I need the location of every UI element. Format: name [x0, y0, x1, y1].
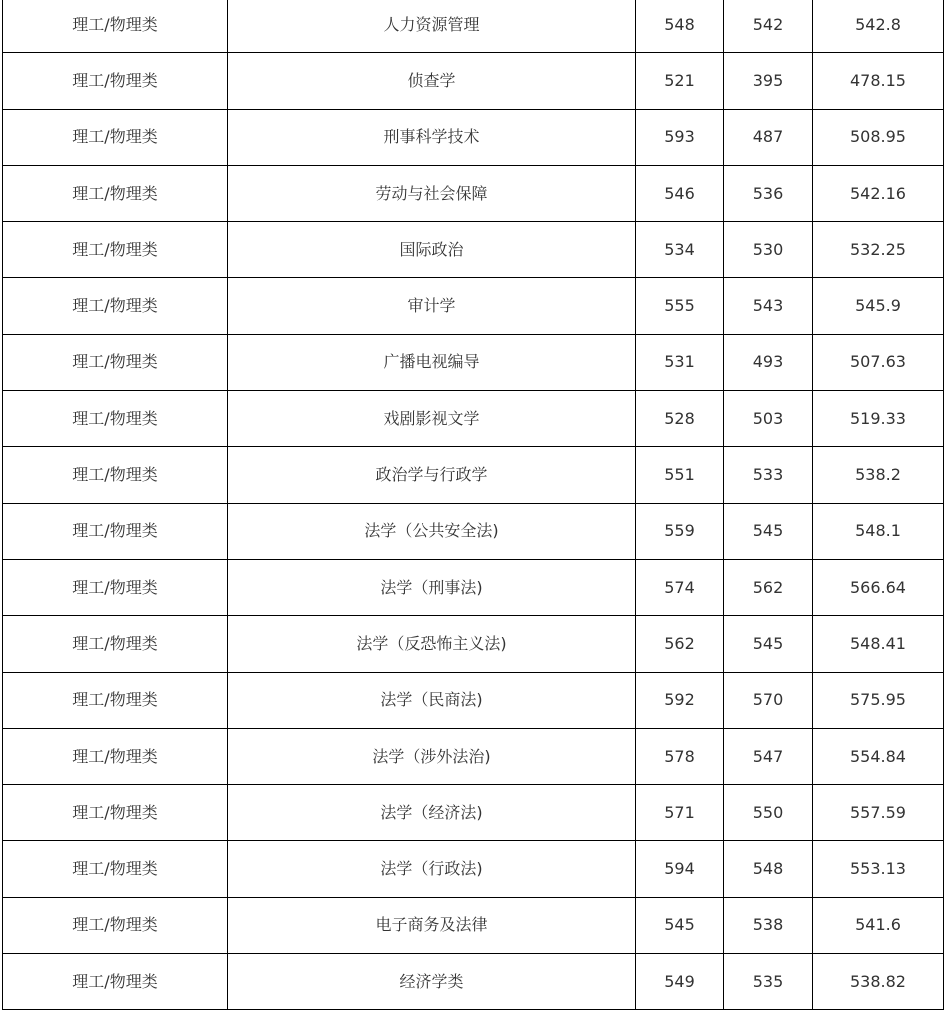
max-score-cell: 549: [636, 954, 724, 1010]
major-cell: 法学（民商法): [228, 672, 636, 728]
category-cell: 理工/物理类: [3, 672, 228, 728]
category-cell: 理工/物理类: [3, 728, 228, 784]
avg-score-cell: 545.9: [813, 278, 944, 334]
max-score-cell: 528: [636, 391, 724, 447]
avg-score-cell: 538.2: [813, 447, 944, 503]
table-row: [3, 222, 944, 278]
min-score-cell: 562: [724, 559, 813, 615]
max-score-cell: 574: [636, 559, 724, 615]
score-table-container: [2, 0, 943, 1010]
major-cell: 侦查学: [228, 53, 636, 109]
min-score-cell: 535: [724, 954, 813, 1010]
avg-score-cell: 548.1: [813, 503, 944, 559]
category-cell: 理工/物理类: [3, 334, 228, 390]
min-score-cell: 545: [724, 616, 813, 672]
major-cell: 法学（涉外法治): [228, 728, 636, 784]
min-score-cell: 487: [724, 109, 813, 165]
avg-score-cell: 541.6: [813, 897, 944, 953]
score-table: [2, 0, 944, 1010]
category-cell: 理工/物理类: [3, 165, 228, 221]
max-score-cell: 521: [636, 53, 724, 109]
table-row: [3, 391, 944, 447]
avg-score-cell: 508.95: [813, 109, 944, 165]
major-cell: 刑事科学技术: [228, 109, 636, 165]
category-cell: 理工/物理类: [3, 0, 228, 53]
min-score-cell: 547: [724, 728, 813, 784]
max-score-cell: 594: [636, 841, 724, 897]
avg-score-cell: 554.84: [813, 728, 944, 784]
max-score-cell: 545: [636, 897, 724, 953]
category-cell: 理工/物理类: [3, 109, 228, 165]
max-score-cell: 546: [636, 165, 724, 221]
table-row: [3, 559, 944, 615]
min-score-cell: 530: [724, 222, 813, 278]
avg-score-cell: 532.25: [813, 222, 944, 278]
table-row: [3, 616, 944, 672]
table-row: [3, 728, 944, 784]
avg-score-cell: 542.16: [813, 165, 944, 221]
major-cell: 法学（刑事法): [228, 559, 636, 615]
major-cell: 戏剧影视文学: [228, 391, 636, 447]
min-score-cell: 548: [724, 841, 813, 897]
category-cell: 理工/物理类: [3, 278, 228, 334]
avg-score-cell: 557.59: [813, 785, 944, 841]
max-score-cell: 531: [636, 334, 724, 390]
major-cell: 电子商务及法律: [228, 897, 636, 953]
table-row: [3, 0, 944, 53]
table-row: [3, 165, 944, 221]
category-cell: 理工/物理类: [3, 559, 228, 615]
category-cell: 理工/物理类: [3, 503, 228, 559]
table-row: [3, 672, 944, 728]
major-cell: 广播电视编导: [228, 334, 636, 390]
max-score-cell: 592: [636, 672, 724, 728]
major-cell: 政治学与行政学: [228, 447, 636, 503]
major-cell: 人力资源管理: [228, 0, 636, 53]
table-row: [3, 447, 944, 503]
major-cell: 审计学: [228, 278, 636, 334]
min-score-cell: 533: [724, 447, 813, 503]
table-row: [3, 841, 944, 897]
table-row: [3, 897, 944, 953]
major-cell: 经济学类: [228, 954, 636, 1010]
min-score-cell: 536: [724, 165, 813, 221]
max-score-cell: 578: [636, 728, 724, 784]
major-cell: 劳动与社会保障: [228, 165, 636, 221]
min-score-cell: 570: [724, 672, 813, 728]
max-score-cell: 571: [636, 785, 724, 841]
avg-score-cell: 507.63: [813, 334, 944, 390]
category-cell: 理工/物理类: [3, 897, 228, 953]
avg-score-cell: 575.95: [813, 672, 944, 728]
min-score-cell: 543: [724, 278, 813, 334]
major-cell: 法学（公共安全法): [228, 503, 636, 559]
avg-score-cell: 519.33: [813, 391, 944, 447]
max-score-cell: 555: [636, 278, 724, 334]
max-score-cell: 534: [636, 222, 724, 278]
max-score-cell: 593: [636, 109, 724, 165]
avg-score-cell: 566.64: [813, 559, 944, 615]
table-row: [3, 785, 944, 841]
avg-score-cell: 478.15: [813, 53, 944, 109]
score-table-body: [3, 0, 944, 1010]
min-score-cell: 493: [724, 334, 813, 390]
major-cell: 法学（经济法): [228, 785, 636, 841]
max-score-cell: 548: [636, 0, 724, 53]
major-cell: 法学（反恐怖主义法): [228, 616, 636, 672]
table-row: [3, 53, 944, 109]
table-row: [3, 503, 944, 559]
min-score-cell: 545: [724, 503, 813, 559]
table-row: [3, 109, 944, 165]
table-row: [3, 954, 944, 1010]
avg-score-cell: 553.13: [813, 841, 944, 897]
avg-score-cell: 548.41: [813, 616, 944, 672]
category-cell: 理工/物理类: [3, 954, 228, 1010]
category-cell: 理工/物理类: [3, 841, 228, 897]
major-cell: 法学（行政法): [228, 841, 636, 897]
table-row: [3, 278, 944, 334]
min-score-cell: 550: [724, 785, 813, 841]
max-score-cell: 559: [636, 503, 724, 559]
min-score-cell: 503: [724, 391, 813, 447]
min-score-cell: 395: [724, 53, 813, 109]
category-cell: 理工/物理类: [3, 222, 228, 278]
max-score-cell: 562: [636, 616, 724, 672]
category-cell: 理工/物理类: [3, 785, 228, 841]
min-score-cell: 538: [724, 897, 813, 953]
max-score-cell: 551: [636, 447, 724, 503]
category-cell: 理工/物理类: [3, 391, 228, 447]
category-cell: 理工/物理类: [3, 616, 228, 672]
major-cell: 国际政治: [228, 222, 636, 278]
table-row: [3, 334, 944, 390]
category-cell: 理工/物理类: [3, 53, 228, 109]
min-score-cell: 542: [724, 0, 813, 53]
avg-score-cell: 538.82: [813, 954, 944, 1010]
avg-score-cell: 542.8: [813, 0, 944, 53]
category-cell: 理工/物理类: [3, 447, 228, 503]
